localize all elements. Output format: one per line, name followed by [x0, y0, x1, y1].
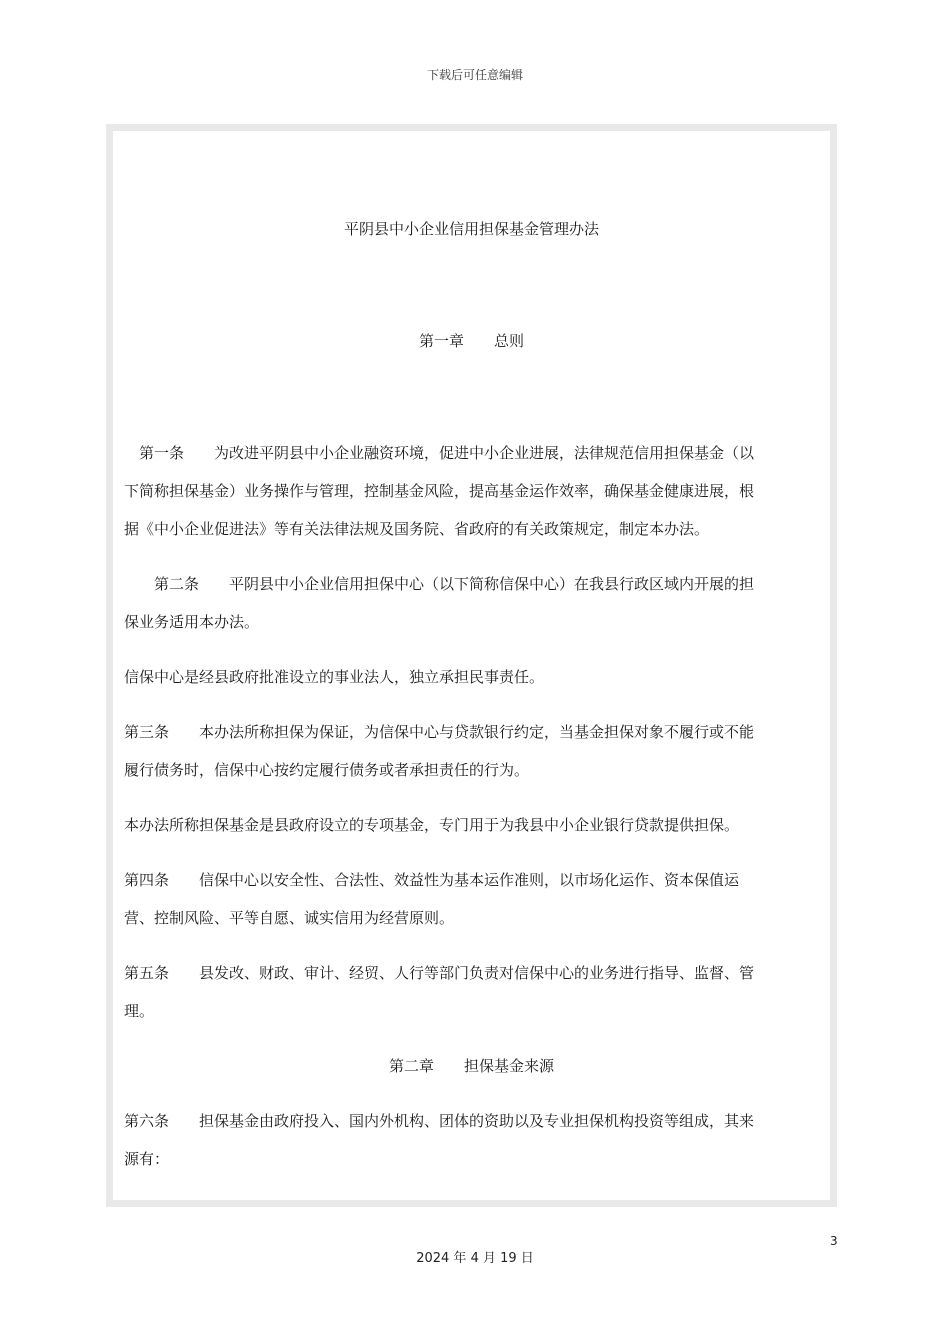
article-2-paragraph-2: 信保中心是经县政府批准设立的事业法人，独立承担民事责任。: [124, 668, 545, 686]
article-1-line-1: 第一条 为改进平阴县中小企业融资环境，促进中小企业进展，法律规范信用担保基金（以: [124, 444, 755, 462]
header-note: 下载后可任意编辑: [426, 68, 523, 82]
document-frame: [106, 124, 837, 1207]
article-5-line-1: 第五条 县发改、财政、审计、经贸、人行等部门负责对信保中心的业务进行指导、监督、管: [124, 964, 755, 982]
chapter-heading-1: 第一章 总则: [418, 332, 524, 350]
article-3-line-2: 履行债务时，信保中心按约定履行债务或者承担责任的行为。: [124, 761, 530, 779]
article-6-line-2: 源有：: [124, 1150, 170, 1168]
document-title: 平阴县中小企业信用担保基金管理办法: [343, 220, 599, 238]
article-3-paragraph-2: 本办法所称担保基金是县政府设立的专项基金，专门用于为我县中小企业银行贷款提供担保。: [124, 816, 740, 834]
article-3-line-1: 第三条 本办法所称担保为保证，为信保中心与贷款银行约定，当基金担保对象不履行或不能: [124, 723, 755, 741]
footer-date: 2024 年 4 月 19 日: [416, 1251, 534, 1266]
article-2-line-2: 保业务适用本办法。: [124, 613, 260, 631]
article-1-line-2: 下简称担保基金）业务操作与管理，控制基金风险，提高基金运作效率，确保基金健康进展，根: [124, 482, 755, 500]
chapter-heading-2: 第二章 担保基金来源: [388, 1057, 554, 1075]
article-1-line-3: 据《中小企业促进法》等有关法律法规及国务院、省政府的有关政策规定，制定本办法。: [124, 520, 710, 538]
article-2-line-1: 第二条 平阴县中小企业信用担保中心（以下简称信保中心）在我县行政区域内开展的担: [124, 575, 755, 593]
page-number: 3: [830, 1234, 838, 1248]
article-4-line-2: 营、控制风险、平等自愿、诚实信用为经营原则。: [124, 909, 455, 927]
article-6-line-1: 第六条 担保基金由政府投入、国内外机构、团体的资助以及专业担保机构投资等组成，其来: [124, 1112, 755, 1130]
document-body: [116, 131, 827, 1200]
article-4-line-1: 第四条 信保中心以安全性、合法性、效益性为基本运作准则，以市场化运作、资本保值运: [124, 871, 740, 889]
article-5-line-2: 理。: [124, 1002, 155, 1020]
